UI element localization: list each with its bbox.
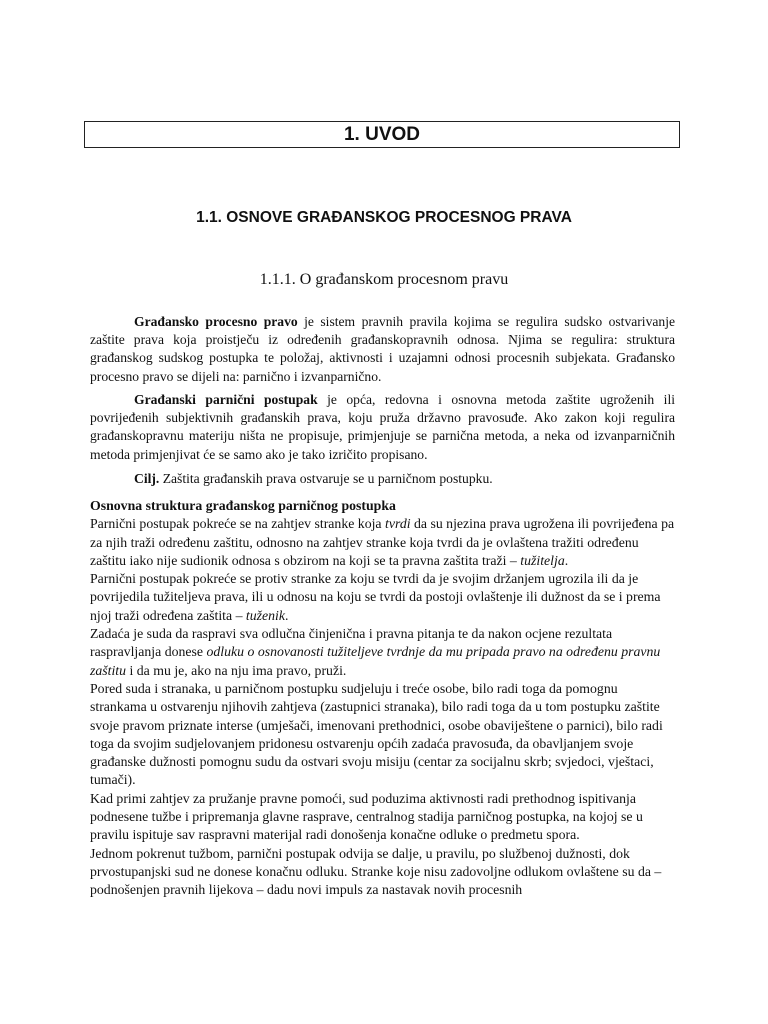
term-bold: Građanski parnični postupak	[134, 392, 318, 407]
section-title: 1.1. OSNOVE GRAĐANSKOG PROCESNOG PRAVA	[196, 209, 572, 226]
structure-section	[90, 497, 675, 900]
paragraph-definition	[90, 313, 675, 386]
paragraph-text: je sistem pravnih pravila kojima se regulira sudsko ostvarivanje zaštite prava koja proistječu iz određenih građanskopravnih odnosa. Njima se regulira: struktura građanskog sudskog postupka te položaj, aktivnosti i uzajamni odnosi procesnih subjekata. Građansko procesno pravo se dijeli na: parnično i izvanparnično.	[90, 314, 676, 384]
structure-paragraph: Parnični postupak pokreće se na zahtjev stranke koja tvrdi da su njezina prava ugrožena ili povrijeđena pa za njih traži određenu zaštitu, odnosno na zahtjev stranke koja tvrdi da je ovlaštena tražiti određenu zaštitu iako nije sudionik odnosa s obzirom na koji se ta pravna zaštita traži – tužitelja.	[90, 516, 675, 568]
chapter-title: 1. UVOD	[84, 121, 680, 148]
structure-paragraph: Zadaća je suda da raspravi sva odlučna činjenična i pravna pitanja te da nakon ocjene rezultata raspravljanja donese odluku o osnovanosti tužiteljeve tvrdnje da mu pripada pravo na određenu pravnu zaštitu i da mu je, ako na nju ima pravo, pruži.	[90, 626, 661, 678]
term-bold: Cilj.	[134, 471, 160, 486]
paragraph-goal	[90, 470, 675, 488]
structure-paragraph: Jednom pokrenut tužbom, parnični postupak odvija se dalje, u pravilu, po službenoj dužnosti, dok prvostupanjski sud ne donese konačnu odluku. Stranke koje nisu zadovoljne odlukom ovlaštene su da – podnošenjen pravnih lijekova – dadu novi impuls za nastavak novih procesnih	[90, 845, 662, 898]
paragraph-text: Zaštita građanskih prava ostvaruje se u parničnom postupku.	[159, 471, 493, 486]
term-bold: Građansko procesno pravo	[134, 314, 298, 329]
structure-paragraph: Pored suda i stranaka, u parničnom postupku sudjeluju i treće osobe, bilo radi toga da pomognu strankama u ostvarenju njihovih zahtjeva (zastupnici stranaka), bilo radi toga da u tom postupku zaštite svoje pravom priznate interse (umješači, imenovani prethodnici, osobe obaviještene o parnici), bilo radi toga da svojim sudjelovanjem pridonesu ostvarenju općih zadaća pravosuđa, da obavljanjem svoje građanske dužnosti pomognu sudu da ostvari svoju misiju (centar za socijalnu skrb; svjedoci, vještaci, tumači).	[90, 680, 663, 788]
structure-heading: Osnovna struktura građanskog parničnog postupka	[90, 498, 396, 513]
structure-paragraph: Kad primi zahtjev za pružanje pravne pomoći, sud poduzima aktivnosti radi prethodnog ispitivanja podnesene tužbe i pripremanja glavne rasprave, centralnog stadija parničnog postupka, na kojoj se u pravilu ispituje sav raspravni materijal radi donošenja konačne odluke o predmetu spora.	[90, 790, 643, 843]
paragraph-text: je opća, redovna i osnovna metoda zaštite ugroženih ili povrijeđenih subjektivnih građanskih prava, koju pruža državno pravosuđe. Ako zakon koji regulira građanskopravnu materiju ništa ne propisuje, primjenjuje se parnična metoda, a neka od izvanparničnih metoda primjenjivat će se samo ako je tako izričito propisano.	[90, 392, 675, 462]
subsection-title: 1.1.1. O građanskom procesnom pravu	[259, 271, 509, 288]
structure-paragraph: Parnični postupak pokreće se protiv stranke za koju se tvrdi da je svojim držanjem ugrozila ili da je povrijedila tužiteljeva prava, ili u odnosu na koju se tvrdi da postoji ovlaštenje ili dužnost da se i prema njoj traži određena zaštita – tuženik.	[90, 571, 661, 623]
paragraph-civil-procedure	[90, 391, 675, 464]
